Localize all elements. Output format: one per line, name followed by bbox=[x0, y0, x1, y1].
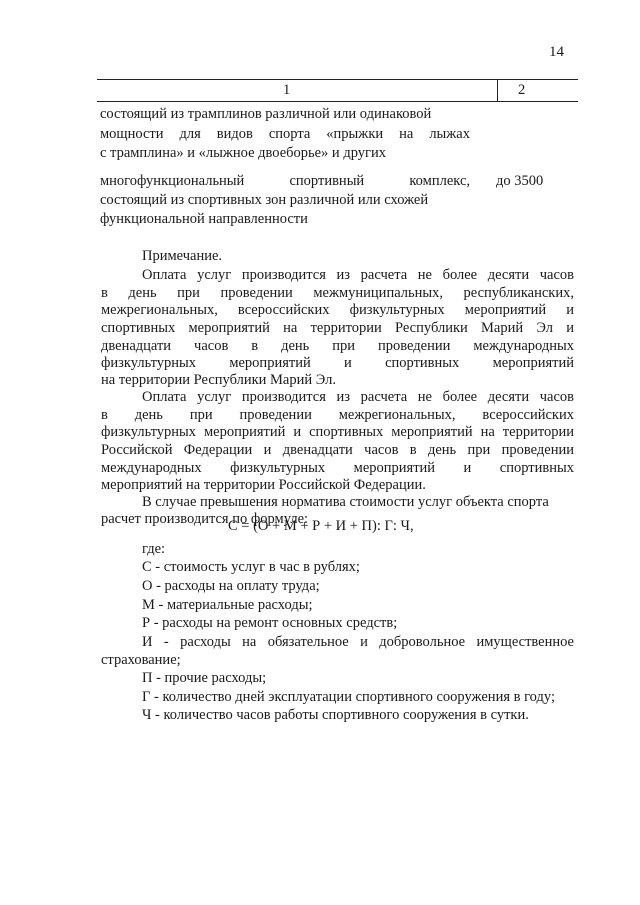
note-para1-line: межрегиональных, всероссийских физкультурных мероприятий и bbox=[101, 302, 574, 318]
page-number: 14 bbox=[549, 44, 564, 60]
note-para2-line: Российской Федерации и двенадцати часов в день при проведении bbox=[101, 442, 574, 458]
where-label: где: bbox=[142, 541, 166, 557]
note-para1-line: физкультурных мероприятий и спортивных мероприятий bbox=[101, 355, 574, 371]
definition-line: Р - расходы на ремонт основных средств; bbox=[142, 615, 398, 631]
table-header-rule bbox=[97, 101, 578, 102]
definition-line: О - расходы на оплату труда; bbox=[142, 578, 320, 594]
definition-line: М - материальные расходы; bbox=[142, 597, 313, 613]
table-row2-line: функциональной направленности bbox=[100, 211, 308, 227]
note-para1-line: на территории Республики Марий Эл. bbox=[101, 372, 336, 388]
note-para1-line: Оплата услуг производится из расчета не более десяти часов bbox=[142, 267, 574, 283]
table-column-divider bbox=[497, 79, 498, 102]
table-row1-line: состоящий из трамплинов различной или одинаковой bbox=[100, 106, 432, 122]
definition-line: И - расходы на обязательное и добровольное имущественное bbox=[142, 634, 574, 650]
note-para3-line: В случае превышения норматива стоимости услуг объекта спорта bbox=[142, 494, 549, 510]
note-para1-line: спортивных мероприятий на территории Республики Марий Эл и bbox=[101, 320, 574, 336]
definition-line: Г - количество дней эксплуатации спортивного сооружения в году; bbox=[142, 689, 555, 705]
table-row1-line: с трамплина» и «лыжное двоеборье» и других bbox=[100, 145, 386, 161]
table-row2-line: состоящий из спортивных зон различной или схожей bbox=[100, 192, 429, 208]
definition-line: страхование; bbox=[101, 652, 181, 668]
note-para2-line: мероприятий на территории Российской Федерации. bbox=[101, 477, 426, 493]
table-header-col-2: 2 bbox=[518, 82, 526, 98]
definition-line: П - прочие расходы; bbox=[142, 670, 267, 686]
note-heading: Примечание. bbox=[142, 248, 223, 264]
definition-line: Ч - количество часов работы спортивного сооружения в сутки. bbox=[142, 707, 529, 723]
definition-line: С - стоимость услуг в час в рублях; bbox=[142, 559, 360, 575]
table-row2-line: многофункциональный спортивный комплекс, bbox=[100, 173, 470, 189]
cost-formula: С = (О + М + Р + И + П): Г: Ч, bbox=[228, 518, 414, 534]
note-para3-line: расчет производится по формуле: bbox=[101, 511, 309, 527]
note-para1-line: в день при проведении межмуниципальных, республиканских, bbox=[101, 285, 574, 301]
note-para2-line: в день при проведении межрегиональных, всероссийских bbox=[101, 407, 574, 423]
table-row2-value: до 3500 bbox=[496, 173, 544, 189]
note-para2-line: международных физкультурных мероприятий и спортивных bbox=[101, 460, 574, 476]
table-header-col-1: 1 bbox=[283, 82, 291, 98]
note-para1-line: двенадцати часов в день при проведении международных bbox=[101, 338, 574, 354]
table-row1-line: мощности для видов спорта «прыжки на лыжах bbox=[100, 126, 470, 142]
note-para2-line: физкультурных мероприятий и спортивных мероприятий на территории bbox=[101, 424, 574, 440]
table-top-rule bbox=[97, 79, 578, 80]
note-para2-line: Оплата услуг производится из расчета не более десяти часов bbox=[142, 389, 574, 405]
